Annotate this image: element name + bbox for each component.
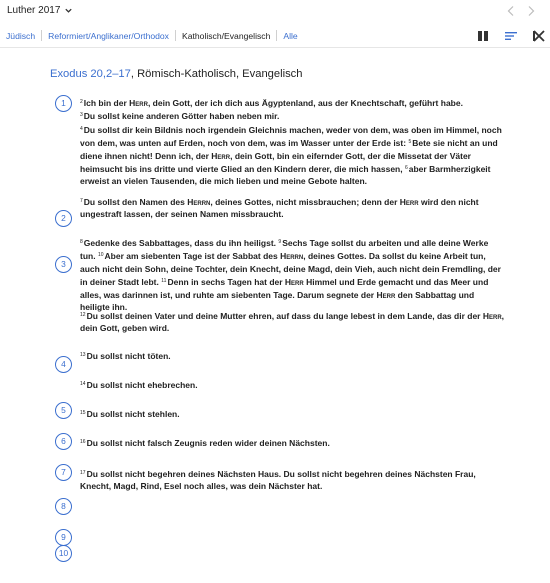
tab-divider [276,30,277,41]
commandment-text [80,96,505,188]
view-tools [476,29,546,43]
commandment-number-8: 8 [55,498,72,515]
verse-text: Sechs Tage sollst du arbeiten und alle deine Werke tun. [80,238,489,262]
commandment-number-5: 5 [55,402,72,419]
verse-number: 8 [80,239,83,245]
verse [80,96,505,109]
top-bar [0,0,550,24]
commandment-number-4: 4 [55,356,72,373]
verse-number: 15 [80,410,86,416]
verse-number: 3 [80,112,83,119]
verse-number: 9 [278,239,282,245]
commandment-text [80,436,505,449]
tradition-tabs-bar [0,24,550,48]
chevron-left-icon[interactable] [506,5,516,17]
verse-number: 10 [97,252,104,259]
tab-divider [175,30,176,41]
book-columns-icon[interactable] [476,29,490,43]
commandment-number-6: 6 [55,433,72,450]
commandment-text [80,195,505,221]
commandment-number-1: 1 [55,95,72,112]
align-left-icon[interactable] [504,29,518,43]
verse-number: 14 [80,381,86,387]
verse-text: Ich bin der Herr, dein Gott, der ich dich aus Ägyptenland, aus der Knechtschaft, geführt habe. [83,98,463,108]
verse [80,109,505,122]
commandment-text [80,407,505,420]
commandment-number-3: 3 [55,256,72,273]
commandment-text [80,349,505,362]
chevron-right-icon[interactable] [526,5,536,17]
commandment-number-10: 10 [55,545,72,562]
commandment-text [80,378,505,391]
verse-text: Denn in sechs Tagen hat der Herr Himmel und Erde gemacht und das Meer und alles, was darinnen ist, und ruhte am siebenten Tage. Darum segnete der Herr den Sabbattag und heiligte ihn. [80,277,489,313]
commandment-number-2: 2 [55,210,72,227]
verse-text: Du sollst den Namen des Herrn, deines Gottes, nicht missbrauchen; denn der Herr wird den nicht ungestraft lassen, der seinen Namen missbraucht. [80,197,479,220]
commandment-number-9: 9 [55,529,72,546]
verse-number: 4 [80,125,83,132]
verse-text: Du sollst nicht begehren deines Nächsten Haus. Du sollst nicht begehren deines Nächsten Frau, Knecht, Magd, Rind, Esel noch alles, was dein Nächster hat. [80,469,476,492]
commandment-text [80,236,505,313]
commandment-number-7: 7 [55,464,72,481]
verse [80,123,505,188]
verse-text: Bete sie nicht an und diene ihnen nicht! Denn ich, der Herr, dein Gott, bin ein eifernder Gott, der die Missetat der Väter heimsucht bis ins dritte und vierte Glied an den Kindern derer, die mich hassen, [80,138,498,175]
passage-navigation [506,5,536,17]
verse-text: Aber am siebenten Tage ist der Sabbat des Herrn, deines Gottes. Da sollst du keine Arbeit tun, auch nicht dein Sohn, deine Tochter, dein Knecht, deine Magd, dein Vieh, auch nicht dein Fremdling, der in deiner Stadt lebt. [80,251,501,288]
verse-number: 12 [80,312,86,318]
verse-text: Du sollst nicht falsch Zeugnis reden wider deinen Nächsten. [86,438,330,448]
close-icon[interactable] [532,29,546,43]
tab-juedisch[interactable]: Jüdisch [6,30,36,41]
verse-number: 5 [408,139,412,146]
commandment-text [80,309,505,335]
verse-number: 17 [80,470,86,476]
tab-alle[interactable]: Alle [283,30,298,41]
verse-number: 16 [80,439,86,445]
version-label: Luther 2017 [7,5,61,16]
verse-text: Gedenke des Sabbattages, dass du ihn heiligst. [83,238,277,248]
verse-text: Du sollst deinen Vater und deine Mutter ehren, auf dass du lange lebest in dem Lande, das dir der Herr, dein Gott, geben wird. [80,311,505,334]
passage-reference-link[interactable]: Exodus 20,2–17 [50,68,131,80]
tab-divider [41,30,42,41]
verse-text: Du sollst keine anderen Götter haben neben mir. [83,111,280,122]
verse-number: 13 [80,352,86,358]
verse-text: Du sollst nicht stehlen. [86,409,180,419]
version-selector[interactable] [7,5,73,16]
verse-text: Du sollst nicht töten. [86,351,171,361]
verse-number: 6 [404,165,408,172]
verse-number: 2 [80,99,83,105]
verse-number: 7 [80,198,83,204]
verse-text: Du sollst dir kein Bildnis noch irgendein Gleichnis machen, weder von dem, was oben im Himmel, noch von dem, was unten auf Erden, noch von dem, was im Wasser unter der Erde ist: [80,124,502,149]
tab-reformiert[interactable]: Reformiert/Anglikaner/Orthodox [48,30,169,41]
passage-tradition: , Römisch-Katholisch, Evangelisch [130,68,303,80]
chevron-down-icon [64,6,73,15]
commandment-text [80,467,505,493]
passage-heading [50,68,303,80]
tab-katholisch-evangelisch[interactable]: Katholisch/Evangelisch [181,30,271,41]
verse-text: Du sollst nicht ehebrechen. [86,380,198,390]
tradition-tabs [6,30,298,41]
verse-text: aber Barmherzigkeit erweist an vielen Tausenden, die mich lieben und meine Gebote halten. [80,164,491,187]
verse-number: 11 [161,278,167,285]
